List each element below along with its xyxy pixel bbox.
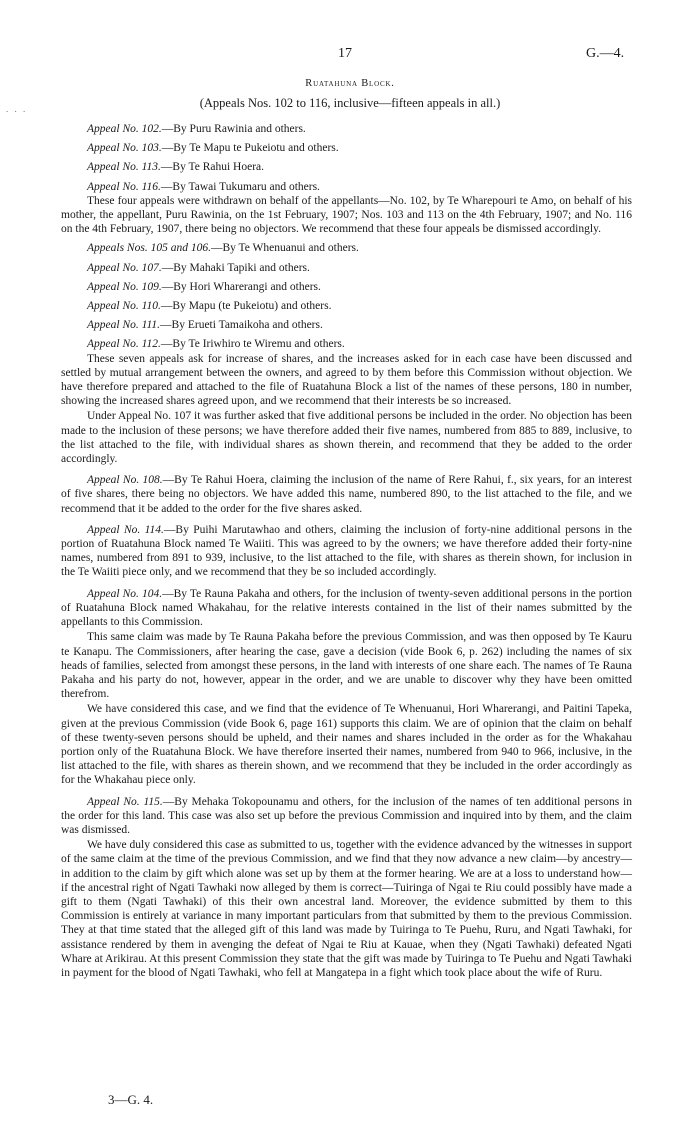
paragraph-withdrawals: These four appeals were withdrawn on behalf of the appellants—No. 102, by Te Wharepouri te Amo, on behalf of his mother, the appellant, Puru Rawinia, on the 1st February, 1907; Nos. 103 and 113 on the 4th February, 1907; and No. 116 on the 4th February, 1907, there being no objectors. We recommend that these four appeals be dismissed accordingly. — [61, 194, 632, 236]
document-body — [61, 117, 632, 981]
paragraph-appeal-114: Appeal No. 114.—By Puihi Marutawhao and others, claiming the inclusion of forty-nine additional persons in the portion of Ruatahuna Block named Te Waiiti. This was agreed to by the owners; we have therefore added their forty-nine names, numbered from 891 to 939, inclusive, to the list attached to the file, with shares as therein shown, for inclusion in the Te Waiiti piece only, and we recommend that they be so included accordingly. — [61, 523, 632, 579]
appeal-heading: Appeal No. 103.—By Te Mapu te Pukeiotu and others. — [87, 142, 339, 155]
appeal-heading: Appeal No. 113.—By Te Rahui Hoera. — [87, 161, 265, 174]
appeal-heading: Appeals Nos. 105 and 106.—By Te Whenuanui and others. — [87, 242, 359, 255]
page-number: 17 — [338, 46, 352, 61]
signature-mark: 3—G. 4. — [108, 1092, 154, 1107]
appeal-heading: Appeal No. 116.—By Tawai Tukumaru and others. — [87, 180, 320, 193]
paragraph-appeal-104: Appeal No. 104.—By Te Rauna Pakaha and others, for the inclusion of twenty-seven additional persons in the portion of Ruatahuna Block named Whakahau, for the relative interests contained in the list of their names submitted by the appellants to this Commission. — [61, 587, 632, 629]
paragraph-appeal-115: Appeal No. 115.—By Mehaka Tokopounamu and others, for the inclusion of the names of ten additional persons in the order for this land. This case was also set up before the previous Commission and inquired into by them, and the claim was dismissed. — [61, 795, 632, 836]
paragraph-appeal-107: Under Appeal No. 107 it was further asked that five additional persons be included in the order. No objection has been made to the inclusion of these persons; we have therefore added their five names, numbered from 885 to 889, inclusive, to the list attached to the file, with individual shares as shown therein, and recommend that they be added to the order accordingly. — [61, 410, 632, 466]
margin-dots: . . . — [6, 104, 28, 114]
paragraph-appeal-108: Appeal No. 108.—By Te Rahui Hoera, claiming the inclusion of the name of Rere Rahui, f., six years, for an interest of five shares, there being no objectors. We have added this name, numbered 890, to the list attached to the file, and we recommend that it be added to the order for the five shares asked. — [61, 474, 632, 515]
paragraph-gift-claim: We have duly considered this case as submitted to us, together with the evidence advanced by the witnesses in support of the same claim at the time of the previous Commission, and we find that they now advance a new claim—by ancestry—in addition to the claim by gift which alone was set up by them at the former hearing. We are at a loss to understand how—if the ancestral right of Ngati Tawhaki now alleged by them is correct—Tuiringa of Ngai te Riu could possibly have made a gift to them (Ngati Tawhaki) of this their own ancestral land. Moreover, the evidence submitted by them to this Commission is entirely at variance in many important particulars from that submitted by them to the previous Commission. They at that time stated that the alleged gift of this land was made by Tuiringa to Te Puehu, Ruru, and Ngati Tawhaki, for assistance rendered by them in avenging the defeat of Ngai te Riu at Kauae, when they (Ngati Tawhaki) defeated Ngati Whare at Arikirau. At this present Commission they state that the gift was made by Tuiringa to Te Puehu and Ngati Tawhaki in payment for the blood of Ngati Tawhaki, who fell at Mangatepa in a fight which took place about the wife of Ruru. — [61, 839, 632, 979]
appeal-heading: Appeal No. 102.—By Puru Rawinia and others. — [87, 123, 306, 135]
paragraph-whakahau-finding: We have considered this case, and we find that the evidence of Te Whenuanui, Hori Wharerangi, and Paitini Tapeka, given at the previous Commission (vide Book 6, page 161) supports this claim. We are of opinion that the claim on behalf of these twenty-seven persons should be upheld, and their names and shares included in the order as for the Whakahau portion only of the Ruatahuna Block. We have therefore inserted their names, numbered from 940 to 966, inclusive, in the list attached to the file, with shares as therein shown, and we recommend that they be included in the order accordingly as for the Whakahau piece only. — [61, 703, 632, 787]
document-reference: G.—4. — [586, 46, 625, 61]
section-subtitle: (Appeals Nos. 102 to 116, inclusive—fifteen appeals in all.) — [199, 96, 501, 110]
appeal-heading: Appeal No. 112.—By Te Iriwhiro te Wiremu and others. — [87, 338, 345, 351]
section-title: Ruatahuna Block. — [305, 78, 395, 89]
appeal-heading: Appeal No. 107.—By Mahaki Tapiki and others. — [87, 261, 310, 274]
paragraph-share-increases: These seven appeals ask for increase of shares, and the increases asked for in each case have been discussed and settled by mutual arrangement between the owners, and agreed to by them before this Commission without objection. We have therefore prepared and attached to the file of Ruatahuna Block a list of the names of these persons, 180 in number, showing the increased shares agreed upon, and we recommend that their interests be so increased. — [61, 352, 632, 408]
paragraph-previous-commission: This same claim was made by Te Rauna Pakaha before the previous Commission, and was then opposed by Te Kauru te Kanapu. The Commissioners, after hearing the case, gave a decision (vide Book 6, p. 262) including the names of six heads of families, selected from amongst these persons, in the land with interests of one share each. The names of Te Rauna Pakaha and his party do not, however, appear in the order, and we are unable to discover why they have been omitted therefrom. — [61, 631, 632, 701]
appeal-heading: Appeal No. 109.—By Hori Wharerangi and others. — [87, 280, 321, 293]
appeal-heading: Appeal No. 111.—By Erueti Tamaikoha and others. — [87, 319, 323, 332]
appeal-heading: Appeal No. 110.—By Mapu (te Pukeiotu) and others. — [87, 300, 332, 313]
